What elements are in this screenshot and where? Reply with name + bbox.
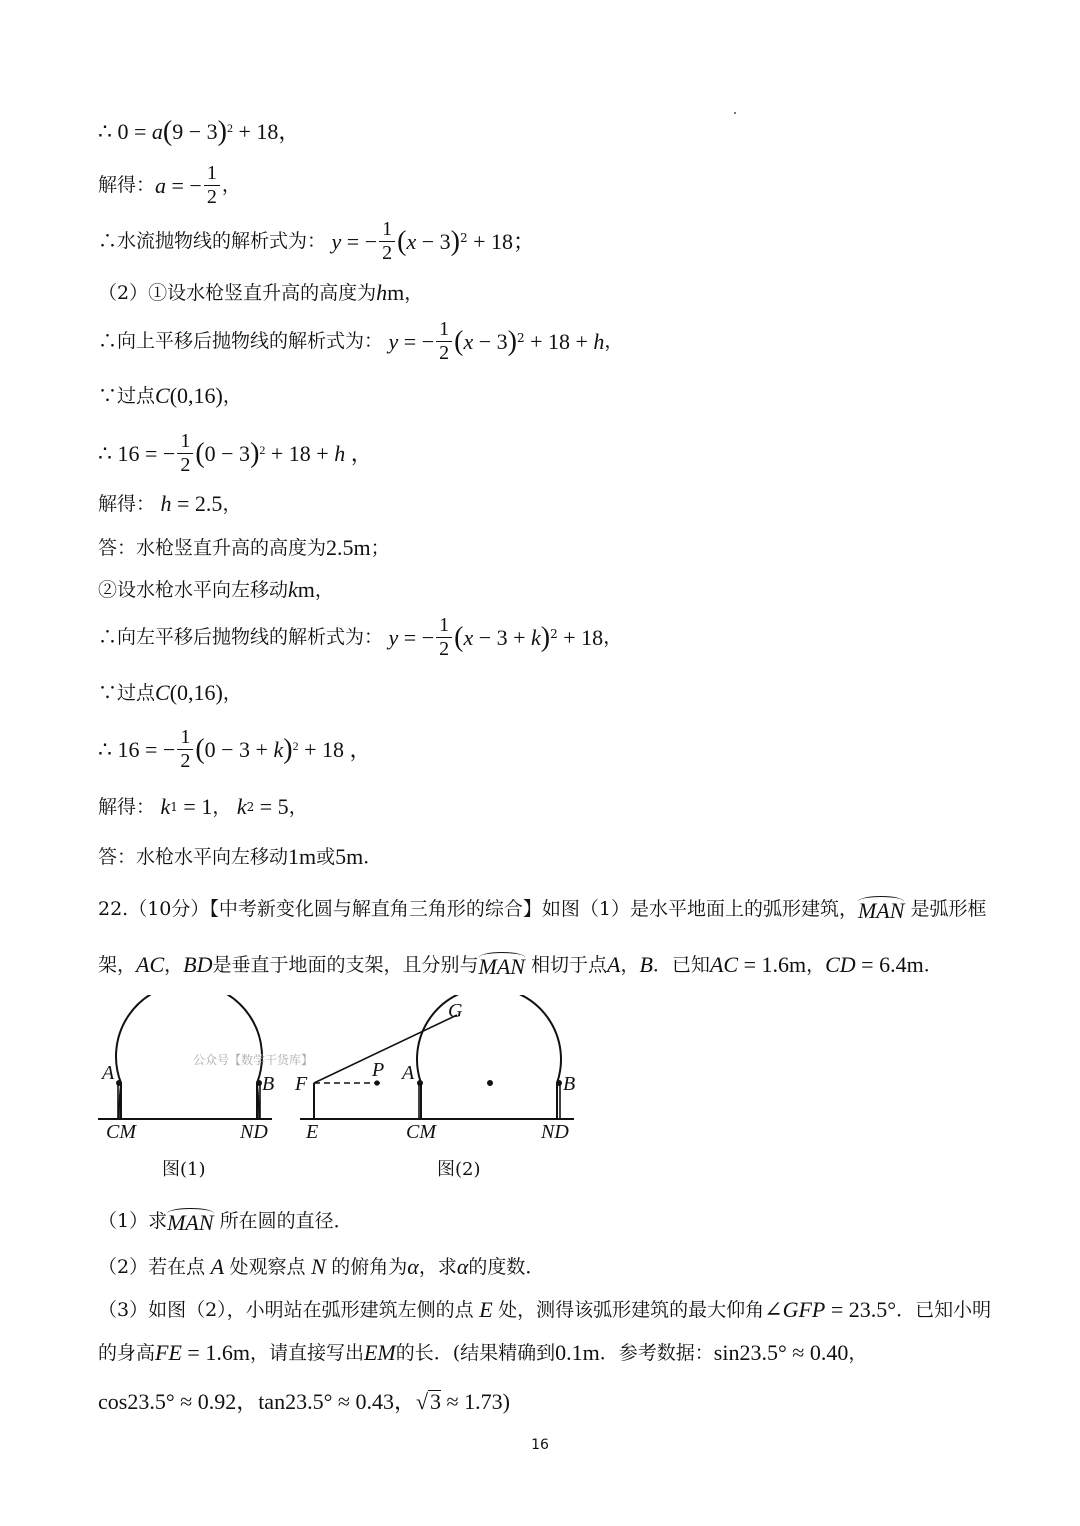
circle-center [487,1080,493,1086]
point-b-2 [556,1080,562,1086]
label-nd-2: ND [541,1121,569,1143]
solution-line-4: （2）①设水枪竖直升高的高度为 h m ， [98,280,424,305]
solution-line-8: 解得： h = 2.5 ， [98,491,242,516]
question-3-line-2: 的身高 FE = 1.6m ，请直接写出 EM 的长．(结果精确到 0.1m ．参考数据： sin23.5° ≈ 0.40 ， [98,1340,868,1365]
page-number: 16 [531,1437,549,1453]
solution-line-7: ∴ 16 = − $\frac{1}{2}$ ( 0 − 3 ) $^2$ + 18 + h ， [98,430,373,476]
question-3-line-3: cos23.5° ≈ 0.92，tan23.5° ≈ 0.43， √ 3 ≈ 1.73) [98,1388,510,1414]
line-fg [314,1015,457,1083]
label-a-2: A [402,1062,415,1084]
label-cm-1: CM [106,1121,136,1143]
caption-figure-2: 图(2) [437,1159,481,1180]
solution-line-12: ∵过点 C (0,16) ， [98,680,242,705]
solution-line-1: ∴ 0 = a ( 9 − 3 ) $^2$ + 18， [98,116,301,147]
label-nd-1: ND [240,1121,268,1143]
label-f: F [295,1073,308,1095]
label-p: P [372,1059,385,1081]
solution-line-15: 答：水枪水平向左移动 1m 或 5m ． [98,844,383,869]
solution-line-13: ∴ 16 = − $\frac{1}{2}$ ( 0 − 3 + k ) $^2$ + 18 ， [98,726,372,772]
question-3-line-1: （3）如图（2），小明站在弧形建筑左侧的点 E 处，测得该弧形建筑的最大仰角 ∠ GFP = 23.5° ．已知小明 [98,1297,992,1322]
solution-line-5: ∴向上平移后抛物线的解析式为： y = − $\frac{1}{2}$ ( x − 3 ) $^2$ + 18 + h ， [98,318,624,364]
label-cm-2: CM [406,1121,436,1143]
solution-line-9: 答：水枪竖直升高的高度为 2.5m ； [98,535,390,560]
label-b-2: B [563,1073,576,1095]
question-2: （2）若在点 A 处观察点 N 的俯角为 α ，求 α 的度数． [98,1254,545,1279]
label-a-1: A [102,1062,115,1084]
point-a-1 [116,1080,122,1086]
watermark: 公众号【数学干货库】 [193,1053,314,1067]
point-a-2 [417,1080,423,1086]
problem-22-header: 22.（10分）【中考新变化圆与解直角三角形的综合】如图（1）是水平地面上的弧形建筑， MAN 是弧形框 [98,897,987,923]
point-p [374,1080,379,1085]
solution-line-10: ②设水枪水平向左移动 k m ， [98,577,334,602]
solution-line-2: 解得： a = − $\frac{1}{2}$ ， [98,162,241,208]
solution-line-11: ∴向左平移后抛物线的解析式为： y = − $\frac{1}{2}$ ( x − 3 + k ) $^2$ + 18 ， [98,614,623,660]
label-b-1: B [262,1073,275,1095]
arc-man-label: MAN [857,898,905,923]
caption-figure-1: 图(1) [162,1159,206,1180]
solution-line-3: ∴水流抛物线的解析式为： y = − $\frac{1}{2}$ ( x − 3 ) $^2$ + 18； [98,218,536,264]
question-1: （1）求 MAN 所在圆的直径． [98,1209,353,1235]
speck [734,112,736,114]
arc-building-2 [417,995,561,1119]
sqrt-3: 3 [430,1389,442,1414]
arc-man-label-2: MAN [478,954,525,979]
problem-22-line-2: 架， AC ， BD 是垂直于地面的支架，且分别与 MAN 相切于点 A ， B ．已知 AC = 1.6m ， CD = 6.4m ． [98,952,943,979]
figure-2 [300,995,574,1119]
label-g: G [448,1000,463,1022]
solution-line-14: 解得： k 1 = 1 ， k 2 = 5 ， [98,794,308,819]
arc-man-label-3: MAN [167,1210,214,1235]
solution-line-6: ∵过点 C (0,16) ， [98,383,242,408]
label-e: E [306,1121,319,1143]
geometry-figures [90,995,610,1185]
